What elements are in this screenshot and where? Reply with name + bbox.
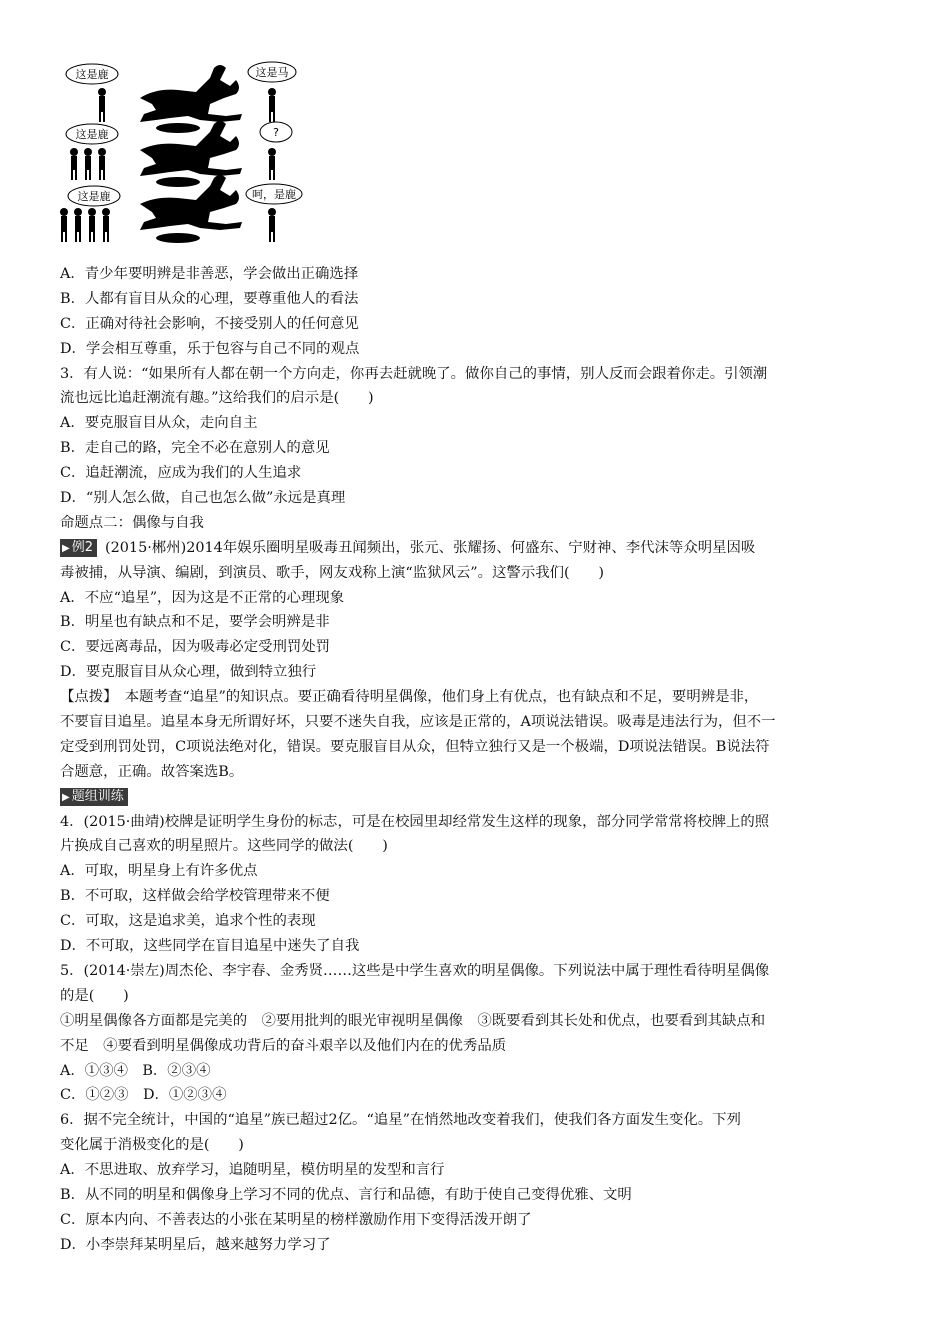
question-stem: 4．(2015·曲靖)校牌是证明学生身份的标志，可是在校园里却经常发生这样的现象，部分同学常常将校牌上的照: [60, 813, 770, 830]
example-tag: [60, 539, 97, 557]
triangle-icon: ▶: [62, 791, 70, 803]
bubble-text: 呵，是鹿: [252, 188, 296, 201]
bubble-text: 这是马: [255, 66, 289, 79]
analysis-line: 不要盲目追星。追星本身无所谓好坏，只要不迷失自我，应该是正常的，A项说法错误。吸毒是违法行为，但不一: [60, 714, 776, 731]
option-line: A．不应“追星”，因为这是不正常的心理现象: [60, 589, 345, 606]
option-line: A．不思进取、放弃学习，追随明星，模仿明星的发型和言行: [60, 1162, 445, 1179]
deer-horse-illustration: [60, 58, 310, 256]
training-tag: [60, 788, 128, 806]
option-line: B．明星也有缺点和不足，要学会明辨是非: [60, 614, 330, 631]
statement-line: ①明星偶像各方面都是完美的 ②要用批判的眼光审视明星偶像 ③既要看到其长处和优点，也要看到其缺点和: [60, 1012, 766, 1029]
option-line: C．①②③ D．①②③④: [60, 1087, 227, 1104]
deer-horse-drawing: [60, 58, 310, 256]
option-line: C．可取，这是追求美，追求个性的表现: [60, 913, 316, 930]
question-stem: 的是( ): [60, 987, 129, 1004]
analysis-line: 定受到刑罚处罚，C项说法绝对化，错误。要克服盲目从众，但特立独行又是一个极端，D项说法错误。B说法符: [60, 738, 770, 755]
training-heading: [60, 785, 902, 810]
example-stem-text: (2015·郴州)2014年娱乐圈明星吸毒丑闻频出，张元、张耀扬、何盛东、宁财神、李代沫等众明星因吸: [104, 539, 756, 556]
example-tag-label: 例2: [71, 539, 93, 555]
option-line: A．可取，明星身上有许多优点: [60, 863, 258, 880]
statement-line: 不足 ④要看到明星偶像成功背后的奋斗艰辛以及他们内在的优秀品质: [60, 1037, 507, 1054]
question-stem: 6．据不完全统计，中国的“追星”族已超过2亿。“追星”在悄然地改变着我们，使我们各方面发生变化。下列: [60, 1112, 741, 1129]
option-line: A．①③④ B．②③④: [60, 1062, 211, 1079]
option-line: B．不可取，这样做会给学校管理带来不便: [60, 888, 330, 905]
question-stem: 流也远比追赶潮流有趣。”这给我们的启示是( ): [60, 390, 374, 407]
option-line: C．正确对待社会影响，不接受别人的任何意见: [60, 315, 359, 332]
question-stem: 片换成自己喜欢的明星照片。这些同学的做法( ): [60, 838, 388, 855]
bubble-text: 这是鹿: [75, 128, 109, 141]
question-text-block: [60, 262, 902, 1258]
worksheet-page: [60, 58, 902, 1258]
option-line: A．要克服盲目从众，走向自主: [60, 415, 258, 432]
section-heading: 命题点二：偶像与自我: [60, 514, 204, 531]
triangle-icon: ▶: [62, 542, 70, 554]
option-line: A．青少年要明辨是非善恶，学会做出正确选择: [60, 266, 359, 282]
option-line: C．原本内向、不善表达的小张在某明星的榜样激励作用下变得活泼开朗了: [60, 1211, 532, 1228]
option-line: D．“别人怎么做，自己也怎么做”永远是真理: [60, 490, 346, 507]
training-tag-label: 题组训练: [71, 788, 124, 804]
bubble-text: 这是鹿: [77, 190, 111, 203]
bubble-text: ?: [273, 126, 279, 139]
example-stem: 毒被捕，从导演、编剧，到演员、歌手，网友戏称上演“监狱风云”。这警示我们( ): [60, 564, 605, 581]
analysis-line: 【点拨】 本题考查“追星”的知识点。要正确看待明星偶像，他们身上有优点，也有缺点和不足，要明辨是非，: [60, 689, 759, 706]
question-stem: 3．有人说：“如果所有人都在朝一个方向走，你再去赶就晚了。做你自己的事情，别人反而会跟着你走。引领潮: [60, 365, 768, 382]
option-line: D．学会相互尊重，乐于包容与自己不同的观点: [60, 340, 360, 357]
bubble-text: 这是鹿: [75, 68, 109, 81]
question-stem: 5．(2014·崇左)周杰伦、李宇春、金秀贤……这些是中学生喜欢的明星偶像。下列说法中属于理性看待明星偶像: [60, 962, 770, 979]
question-stem: 变化属于消极变化的是( ): [60, 1137, 244, 1154]
option-line: B．走自己的路，完全不必在意别人的意见: [60, 440, 330, 457]
option-line: B．从不同的明星和偶像身上学习不同的优点、言行和品德，有助于使自己变得优雅、文明: [60, 1186, 632, 1203]
analysis-line: 合题意，正确。故答案选B。: [60, 763, 244, 780]
option-line: D．不可取，这些同学在盲目追星中迷失了自我: [60, 938, 360, 955]
option-line: D．要克服盲目从众心理，做到特立独行: [60, 664, 317, 681]
option-line: C．要远离毒品，因为吸毒必定受刑罚处罚: [60, 639, 331, 656]
option-line: B．人都有盲目从众的心理，要尊重他人的看法: [60, 290, 359, 307]
option-line: C．追赶潮流，应成为我们的人生追求: [60, 465, 302, 482]
example-stem: [60, 536, 902, 561]
option-line: D．小李崇拜某明星后，越来越努力学习了: [60, 1236, 331, 1253]
